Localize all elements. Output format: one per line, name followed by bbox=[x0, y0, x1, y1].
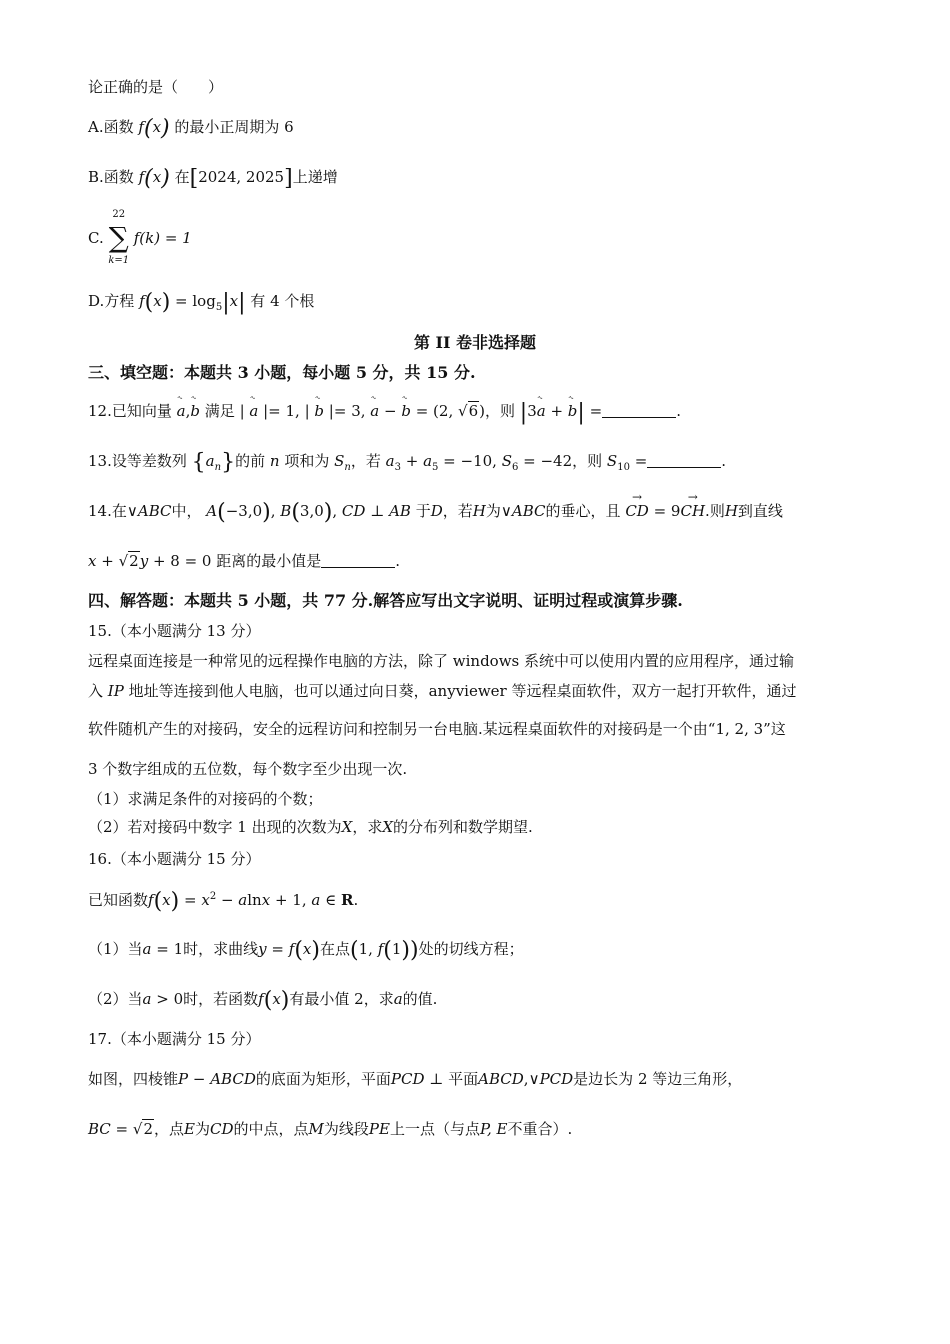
question-14-line-2: x + √2y + 8 = 0 距离的最小值是 . bbox=[88, 552, 401, 570]
q17-para-1: 如图，四棱锥P − ABCD的底面为矩形，平面PCD ⊥ 平面ABCD,∨PCD是边长为 2 等边三角形， bbox=[88, 1070, 743, 1088]
part3-heading: 三、填空题：本题共 3 小题，每小题 5 分，共 15 分. bbox=[88, 363, 476, 382]
option-a-label: A. bbox=[88, 118, 104, 136]
q14-text-5: 为 bbox=[485, 502, 501, 520]
q14-text-8: 到直线 bbox=[737, 502, 783, 520]
q14-text-2: 中， bbox=[171, 502, 202, 520]
q16-para-1: 已知函数$f(x) = x^2 - alnx + 1$, a ∈ R. bbox=[88, 889, 359, 914]
q13-text-4: ，若 bbox=[350, 452, 381, 470]
option-d bbox=[88, 290, 314, 319]
math-fx: f(x) bbox=[138, 116, 170, 141]
option-b-post: 上递增 bbox=[292, 168, 338, 186]
q14-line2-post: 距离的最小值是 bbox=[216, 552, 322, 570]
q11-tail: 论正确的是（ ） bbox=[88, 78, 224, 96]
q14-text-4: ，若 bbox=[442, 502, 473, 520]
option-b-pre: 函数 bbox=[103, 168, 134, 186]
option-b-interval: 2024, 2025 bbox=[198, 168, 285, 186]
q15-para-1: 远程桌面连接是一种常见的远程操作电脑的方法，除了 windows 系统中可以使用内置的应用程序，通过输 bbox=[88, 652, 795, 670]
q15-para-2 bbox=[88, 680, 797, 702]
q16-sub-1: （1）当a = 1时，求曲线y = f(x)在点(1, f(1))处的切线方程； bbox=[88, 938, 524, 963]
q14-number: 14. bbox=[88, 502, 112, 520]
option-a bbox=[88, 116, 294, 140]
option-c-label: C. bbox=[88, 229, 104, 247]
q15-sub-2-pre: （2）若对接码中数字 1 出现的次数为 bbox=[88, 818, 342, 836]
q12-text-3: ，则 bbox=[484, 402, 515, 420]
q15-para-4: 3 个数字组成的五位数，每个数字至少出现一次. bbox=[88, 760, 408, 778]
q17-para-2-post: 不重合）. bbox=[507, 1120, 573, 1138]
q16-sub-2: （2）当a > 0时，若函数f(x)有最小值 2，求a的值. bbox=[88, 988, 438, 1013]
q16-function: $f(x) = x^2 - alnx + 1$, a ∈ R bbox=[148, 889, 354, 914]
option-b: B.函数 f(x) 在[2024, 2025]上递增 bbox=[88, 166, 338, 191]
option-c bbox=[88, 208, 192, 269]
q15-para-3: 软件随机产生的对接码，安全的远程访问和控制另一台电脑.某远程桌面软件的对接码是一个由“1, 2, 3”这 bbox=[88, 720, 786, 738]
part4-heading: 四、解答题：本题共 5 小题，共 77 分.解答应写出文字说明、证明过程或演算步骤. bbox=[88, 591, 683, 610]
q13-number: 13. bbox=[88, 452, 112, 470]
q15-para-2-pre: 入 bbox=[88, 682, 104, 700]
q17-para-2-mid5: 上一点（与点 bbox=[389, 1120, 480, 1138]
q15-sub-2-mid: ，求 bbox=[352, 818, 383, 836]
option-b-label: B. bbox=[88, 168, 104, 186]
q13-text-3: 项和为 bbox=[284, 452, 330, 470]
q14-text-6: 的垂心，且 bbox=[545, 502, 621, 520]
answer-blank[interactable] bbox=[602, 403, 676, 418]
q17-para-2-mid4: 为线段 bbox=[323, 1120, 369, 1138]
sum-lower: k=1 bbox=[108, 255, 130, 266]
q13-text-1: 设等差数列 bbox=[111, 452, 187, 470]
q14-text-3: 于 bbox=[415, 502, 431, 520]
section-2-title: 第 II 卷非选择题 bbox=[413, 333, 537, 352]
q16-sub-1-mid1: 时，求曲线 bbox=[183, 940, 259, 958]
q12-target: |3˞ a + ˞ b| bbox=[520, 402, 585, 420]
q17-para-1-mid2: 平面 bbox=[448, 1070, 479, 1088]
sum-upper: 22 bbox=[112, 209, 126, 220]
q15-header: 15.（本小题满分 13 分） bbox=[88, 622, 261, 640]
q17-para-1-mid1: 的底面为矩形，平面 bbox=[255, 1070, 391, 1088]
q12-text-4: = bbox=[589, 402, 603, 420]
q14-text-7: .则 bbox=[705, 502, 725, 520]
q17-para-2-mid3: 的中点，点 bbox=[233, 1120, 309, 1138]
q16-sub-1-mid2: 在点 bbox=[319, 940, 350, 958]
question-13: 13.设等差数列 $\{a_n\}$的前 n 项和为 $S_n$，若 $a_3 + a_5 = -10$, $S_6 = -42$，则 $S_{10}$ = . bbox=[88, 450, 727, 475]
option-a-pre: 函数 bbox=[103, 118, 134, 136]
triangle-icon: ∨ bbox=[528, 1070, 540, 1088]
triangle-icon: ∨ bbox=[126, 502, 138, 520]
q16-header: 16.（本小题满分 15 分） bbox=[88, 850, 261, 868]
q17-para-2: BC = √2，点E为CD的中点，点M为线段PE上一点（与点P, E不重合）. bbox=[88, 1120, 573, 1138]
q12-condition: | ˞ a |= 1, | ˞ b |= 3, ˞ a − ˞ b = (2, √6) bbox=[240, 402, 485, 420]
q16-sub-2-mid1: 时，若函数 bbox=[183, 990, 259, 1008]
option-d-post: 有 4 个根 bbox=[250, 292, 315, 310]
q16-sub-1-pre: （1）当 bbox=[88, 940, 143, 958]
q13-text-5: ，则 bbox=[572, 452, 603, 470]
option-b-mid: 在 bbox=[174, 168, 190, 186]
q17-para-1-pre: 如图，四棱锥 bbox=[88, 1070, 179, 1088]
q13-text-2: 的前 bbox=[235, 452, 266, 470]
q15-sub-2: （2）若对接码中数字 1 出现的次数为X，求X的分布列和数学期望. bbox=[88, 818, 533, 836]
q17-para-1-post: 是边长为 2 等边三角形， bbox=[573, 1070, 743, 1088]
q14-vector-eq: → CD = 9→ CH bbox=[625, 502, 705, 520]
q15-sub-1: （1）求满足条件的对接码的个数； bbox=[88, 790, 323, 808]
math-fx: f(x) bbox=[138, 166, 170, 191]
q15-para-2-post: 地址等连接到他人电脑，也可以通过向日葵，anyviewer 等远程桌面软件，双方一起打开软件，通过 bbox=[128, 682, 797, 700]
q12-text-2: 满足 bbox=[204, 402, 235, 420]
q16-sub-1-post: 处的切线方程； bbox=[418, 940, 524, 958]
q17-header: 17.（本小题满分 15 分） bbox=[88, 1030, 261, 1048]
sum-symbol: 22 ∑ k=1 bbox=[104, 209, 134, 269]
q16-sub-2-mid2: 有最小值 2，求 bbox=[289, 990, 394, 1008]
q16-para-1-pre: 已知函数 bbox=[88, 891, 149, 909]
q15-sub-2-post: 的分布列和数学期望. bbox=[393, 818, 533, 836]
q14-points: A(−3,0), B(3,0), CD ⊥ AB bbox=[206, 500, 411, 525]
triangle-icon: ∨ bbox=[500, 502, 512, 520]
q14-line-eq: x + √2y + 8 = 0 bbox=[88, 552, 212, 570]
q13-text-6: = bbox=[634, 452, 648, 470]
q17-para-2-mid2: 为 bbox=[194, 1120, 210, 1138]
option-a-post: 的最小正周期为 6 bbox=[174, 118, 294, 136]
q17-para-2-mid1: ，点 bbox=[154, 1120, 185, 1138]
answer-blank[interactable] bbox=[647, 453, 721, 468]
question-12: 12.已知向量 ˞ a,˞ b 满足 | ˞ a |= 1, | ˞ b |= 3, ˞ a − ˞ b = (2, √6)，则 |3˞ a + ˞ b| = . bbox=[88, 400, 681, 424]
q16-sub-2-post: 的值. bbox=[402, 990, 438, 1008]
q14-text-1: 在 bbox=[111, 502, 127, 520]
option-d-label: D. bbox=[88, 292, 105, 310]
option-c-expr: f(k) = 1 bbox=[133, 229, 192, 247]
answer-blank[interactable] bbox=[321, 553, 395, 568]
q15-ip: IP bbox=[107, 682, 124, 700]
q12-text-1: 已知向量 bbox=[111, 402, 172, 420]
q12-number: 12. bbox=[88, 402, 112, 420]
math-log-eq: $f(x) = \log_5|x|$ bbox=[139, 290, 246, 315]
q16-sub-2-pre: （2）当 bbox=[88, 990, 143, 1008]
question-14: 14.在∨ABC中， A(−3,0), B(3,0), CD ⊥ AB 于D，若H为∨ABC的垂心，且 → CD = 9→ CH.则H到直线 bbox=[88, 500, 783, 524]
option-d-pre: 方程 bbox=[104, 292, 135, 310]
q13-condition: $a_3 + a_5 = -10$, $S_6 = -42$ bbox=[385, 452, 573, 473]
